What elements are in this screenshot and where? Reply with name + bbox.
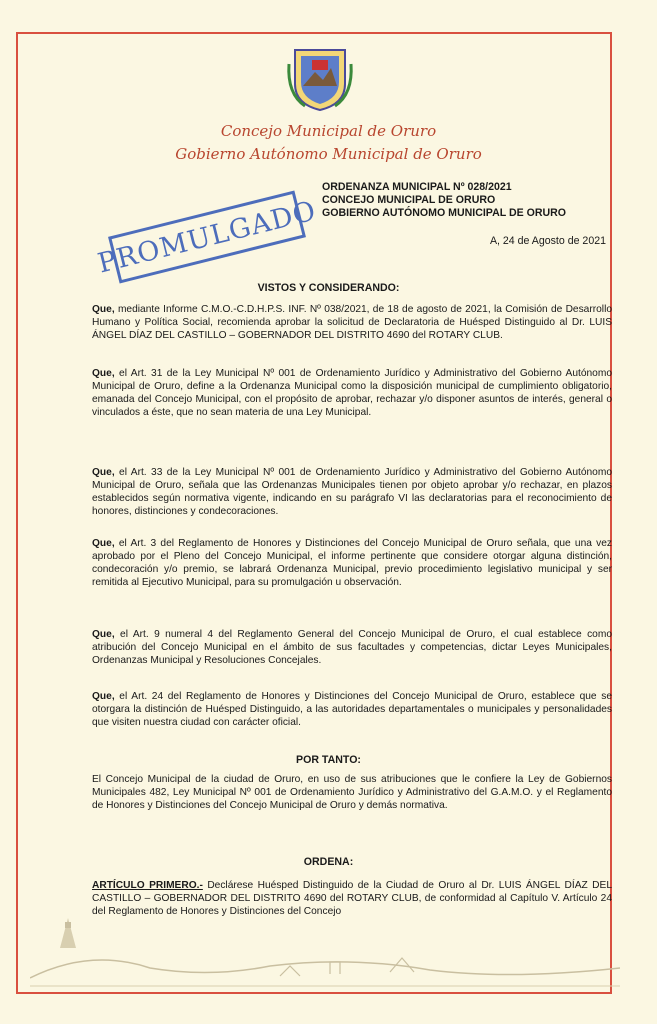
paragraph-1: Que, mediante Informe C.M.O.-C.D.H.P.S. INF. Nº 038/2021, de 18 de agosto de 2021, la Comisión de Desarrollo Humano y Política Social, recomienda aprobar la solicitud de Declaratoria de Huésped Distinguido al Dr. LUIS ÁNGEL DÍAZ DEL CASTILLO – GOBERNADOR DEL DISTRITO 4690 del ROTARY CLUB. bbox=[92, 304, 612, 342]
coat-of-arms-icon bbox=[285, 44, 355, 112]
promulgado-stamp: PROMULGADO bbox=[108, 190, 306, 283]
council-name: Concejo Municipal de Oruro bbox=[220, 122, 437, 140]
header-council: CONCEJO MUNICIPAL DE ORURO bbox=[322, 194, 496, 206]
por-tanto-paragraph: El Concejo Municipal de la ciudad de Oruro, en uso de sus atribuciones que le confiere la Ley de Gobiernos Municipales 482, Ley Municipal Nº 001 de Ordenamiento Jurídico y Administrativo del G.A.M.O. y el Reglamento de Honores y Distinciones del Concejo Municipal de Oruro y demás normativa. bbox=[92, 774, 612, 812]
paragraph-3: Que, el Art. 33 de la Ley Municipal Nº 001 de Ordenamiento Jurídico y Administrativo del Gobierno Autónomo Municipal de Oruro, señala que las Ordenanzas Municipales tienen por objeto aprobar y/o rechazar, en plazos establecidos según normativa vigente, indicando en su parágrafo VI las declaratorias para el reconocimiento de honores, distinciones y condecoraciones. bbox=[92, 467, 612, 518]
section-por-tanto-title: POR TANTO: bbox=[296, 754, 361, 766]
ordinance-number: ORDENANZA MUNICIPAL Nº 028/2021 bbox=[322, 181, 512, 193]
section-ordena-title: ORDENA: bbox=[303, 856, 354, 868]
ordinance-header bbox=[322, 181, 612, 220]
paragraph-5: Que, el Art. 9 numeral 4 del Reglamento General del Concejo Municipal de Oruro, el cual establece como atribución del Concejo Municipal en el ámbito de sus facultades y competencias, dictar Leyes Municipales, Ordenanzas Municipal y Resoluciones Concejales. bbox=[92, 629, 612, 667]
paragraph-6: Que, el Art. 24 del Reglamento de Honores y Distinciones del Concejo Municipal de Oruro, establece que se otorgara la distinción de Huésped Distinguido, a las autoridades departamentales o municipales y personalidades que visiten nuestra ciudad con carácter oficial. bbox=[92, 691, 612, 729]
document-date: A, 24 de Agosto de 2021 bbox=[489, 235, 606, 247]
paragraph-4: Que, el Art. 3 del Reglamento de Honores y Distinciones del Concejo Municipal de Oruro señala, que una vez aprobado por el Pleno del Concejo Municipal, el informe pertinente que considere otorgar alguna distinción, condecoración y/o premio, se labrará Ordenanza Municipal, previo procedimiento legislativo municipal y ser remitida al Ejecutivo Municipal, para su promulgación u observación. bbox=[92, 538, 612, 589]
article-title: ARTÍCULO PRIMERO.- bbox=[92, 880, 203, 891]
section-vistos-title: VISTOS Y CONSIDERANDO: bbox=[257, 282, 400, 294]
paragraph-2: Que, el Art. 31 de la Ley Municipal Nº 001 de Ordenamiento Jurídico y Administrativo del Gobierno Autónomo Municipal de Oruro, define a la Ordenanza Municipal como la disposición municipal de cumplimiento obligatorio, emanada del Concejo Municipal, con el propósito de aprobar, rechazar y/o disponer asuntos de interés, general o vinculados a éste, que no sean materia de una Ley Municipal. bbox=[92, 368, 612, 419]
city-skyline-watermark-icon bbox=[30, 908, 620, 988]
article-first: ARTÍCULO PRIMERO.- Declárese Huésped Distinguido de la Ciudad de Oruro al Dr. LUIS ÁNGEL DÍAZ DEL CASTILLO – GOBERNADOR DEL DISTRITO 4690 del ROTARY CLUB, de conformidad al Capítulo V. Artículo 24 del Reglamento de Honores y Distinciones del Concejo bbox=[92, 880, 612, 918]
government-name: Gobierno Autónomo Municipal de Oruro bbox=[175, 145, 482, 163]
header-government: GOBIERNO AUTÓNOMO MUNICIPAL DE ORURO bbox=[322, 207, 567, 219]
